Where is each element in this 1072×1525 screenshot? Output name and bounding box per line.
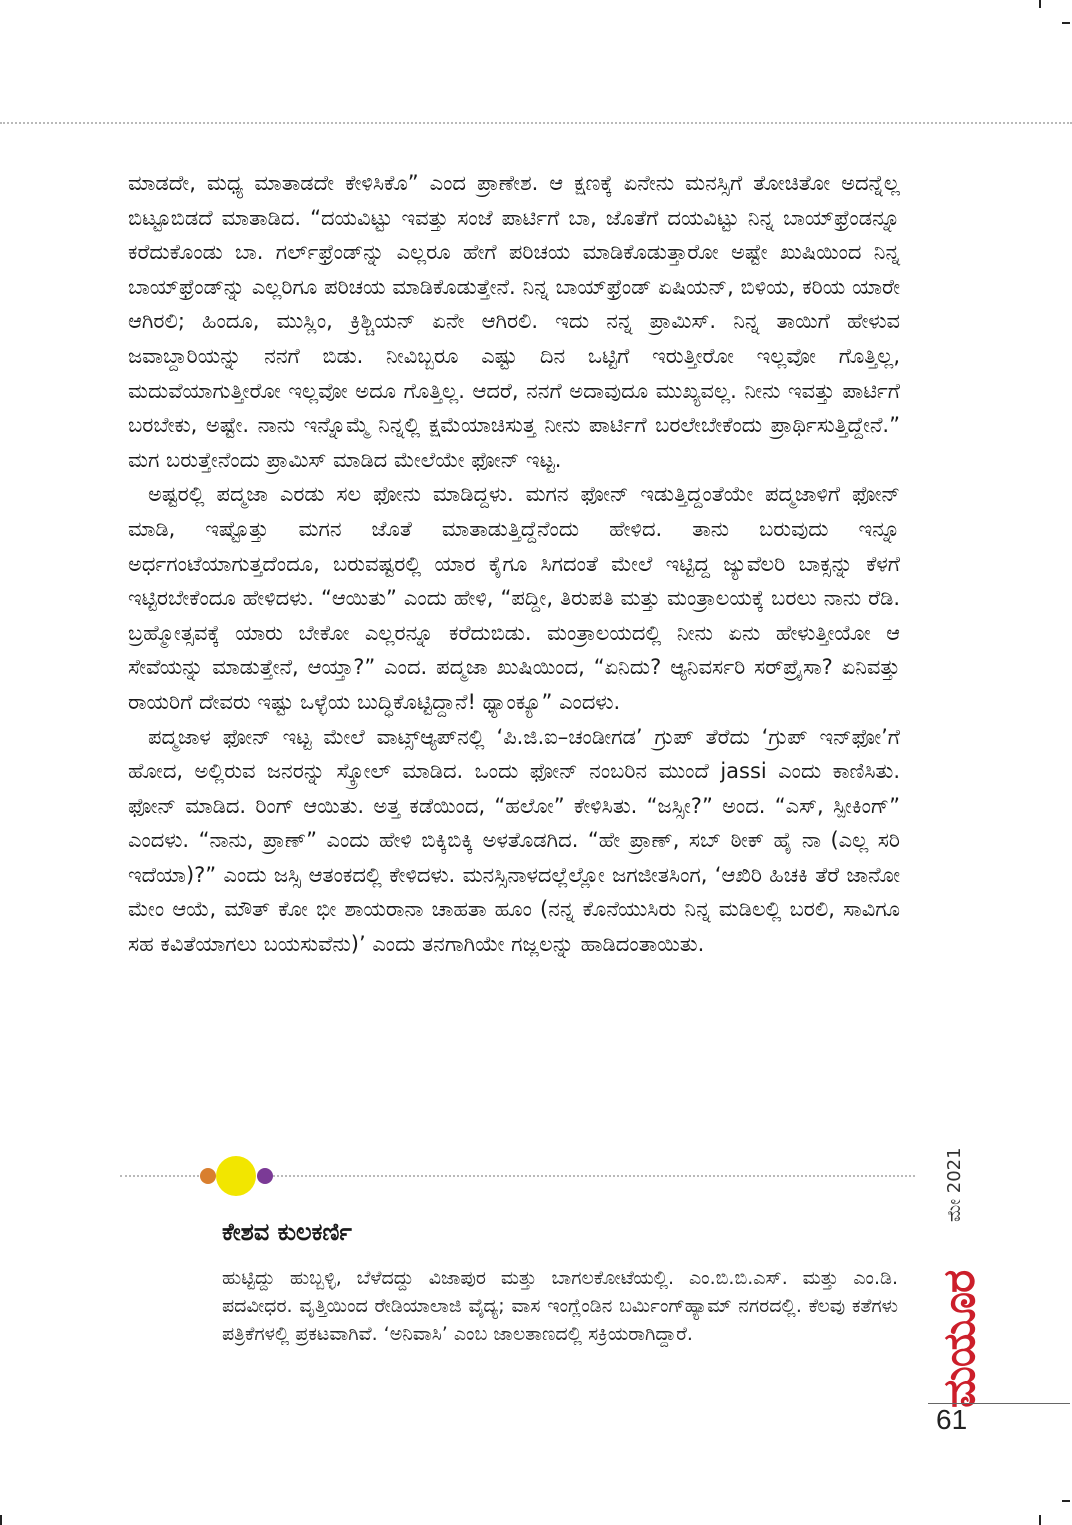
yellow-dot: [216, 1156, 256, 1196]
crop-mark: [1039, 1515, 1041, 1525]
purple-dot: [257, 1168, 273, 1184]
article-paragraph-1: ಮಾಡದೇ, ಮಧ್ಯ ಮಾತಾಡದೇ ಕೇಳಿಸಿಕೊ” ಎಂದ ಪ್ರಾಣೇಶ. ಆ ಕ್ಷಣಕ್ಕೆ ಏನೇನು ಮನಸ್ಸಿಗೆ ತೋಚಿತೋ ಅದನ್ನೆಲ್ಲ ಬಿಟ್ಟೂಬಿಡದೆ ಮಾತಾಡಿದ. “ದಯವಿಟ್ಟು ಇವತ್ತು ಸಂಜೆ ಪಾರ್ಟಿಗೆ ಬಾ, ಜೊತೆಗೆ ದಯವಿಟ್ಟು ನಿನ್ನ ಬಾಯ್‌ಫ್ರೆಂಡನ್ನೂ ಕರೆದುಕೊಂಡು ಬಾ. ಗರ್ಲ್‌ಫ್ರೆಂಡ್‌ನ್ನು ಎಲ್ಲರೂ ಹೇಗೆ ಪರಿಚಯ ಮಾಡಿಕೊಡುತ್ತಾರೋ ಅಷ್ಟೇ ಖುಷಿಯಿಂದ ನಿನ್ನ ಬಾಯ್‌ಫ್ರೆಂಡ್‌ನ್ನು ಎಲ್ಲರಿಗೂ ಪರಿಚಯ ಮಾಡಿಕೊಡುತ್ತೇನೆ. ನಿನ್ನ ಬಾಯ್‌ಫ್ರೆಂಡ್ ಏಷಿಯನ್, ಬಿಳಿಯ, ಕರಿಯ ಯಾರೇ ಆಗಿರಲಿ; ಹಿಂದೂ, ಮುಸ್ಲಿಂ, ಕ್ರಿಶ್ಚಿಯನ್ ಏನೇ ಆಗಿರಲಿ. ಇದು ನನ್ನ ಪ್ರಾಮಿಸ್. ನಿನ್ನ ತಾಯಿಗೆ ಹೇಳುವ ಜವಾಬ್ದಾರಿಯನ್ನು ನನಗೆ ಬಿಡು. ನೀವಿಬ್ಬರೂ ಎಷ್ಟು ದಿನ ಒಟ್ಟಿಗೆ ಇರುತ್ತೀರೋ ಇಲ್ಲವೋ ಗೊತ್ತಿಲ್ಲ, ಮದುವೆಯಾಗುತ್ತೀರೋ ಇಲ್ಲವೋ ಅದೂ ಗೊತ್ತಿಲ್ಲ. ಆದರೆ, ನನಗೆ ಅದಾವುದೂ ಮುಖ್ಯವಲ್ಲ. ನೀನು ಇವತ್ತು ಪಾರ್ಟಿಗೆ ಬರಬೇಕು, ಅಷ್ಟೇ. ನಾನು ಇನ್ನೊಮ್ಮೆ ನಿನ್ನಲ್ಲಿ ಕ್ಷಮೆಯಾಚಿಸುತ್ತ ನೀನು ಪಾರ್ಟಿಗೆ ಬರಲೇಬೇಕೆಂದು ಪ್ರಾರ್ಥಿಸುತ್ತಿದ್ದೇನೆ.” ಮಗ ಬರುತ್ತೇನೆಂದು ಪ್ರಾಮಿಸ್ ಮಾಡಿದ ಮೇಲೆಯೇ ಫೋನ್ ಇಟ್ಟ.: [128, 171, 900, 472]
author-name: ಕೇಶವ ಕುಲಕರ್ಣಿ: [222, 1218, 352, 1246]
magazine-logo: ಮಯೂರ: [934, 1270, 985, 1408]
crop-mark: [1062, 22, 1070, 24]
crop-mark: [1039, 0, 1041, 8]
orange-dot: [200, 1168, 216, 1184]
issue-date: ಮೇ 2021: [944, 1147, 965, 1222]
header-dotted-rule: [0, 122, 1072, 124]
author-bio: ಹುಟ್ಟಿದ್ದು ಹುಬ್ಬಳ್ಳಿ, ಬೆಳೆದದ್ದು ವಿಜಾಪುರ ಮತ್ತು ಬಾಗಲಕೋಟೆಯಲ್ಲಿ. ಎಂ.ಬಿ.ಬಿ.ಎಸ್. ಮತ್ತು ಎಂ.ಡಿ. ಪದವೀಧರ. ವೃತ್ತಿಯಿಂದ ರೇಡಿಯಾಲಾಜಿ ವೈದ್ಯ; ವಾಸ ಇಂಗ್ಲೆಂಡಿನ ಬರ್ಮಿಂಗ್‌ಹ್ಯಾಮ್ ನಗರದಲ್ಲಿ. ಕೆಲವು ಕತೆಗಳು ಪತ್ರಿಕೆಗಳಲ್ಲಿ ಪ್ರಕಟವಾಗಿವೆ. ‘ಅನಿವಾಸಿ’ ಎಂಬ ಜಾಲತಾಣದಲ್ಲಿ ಸಕ್ರಿಯರಾಗಿದ್ದಾರೆ.: [222, 1267, 898, 1345]
article-body: [128, 166, 900, 962]
page-number: 61: [936, 1404, 968, 1435]
article-paragraph-2: ಅಷ್ಟರಲ್ಲಿ ಪದ್ಮಜಾ ಎರಡು ಸಲ ಫೋನು ಮಾಡಿದ್ದಳು. ಮಗನ ಫೋನ್ ಇಡುತ್ತಿದ್ದಂತೆಯೇ ಪದ್ಮಜಾಳಿಗೆ ಫೋನ್ ಮಾಡಿ, ಇಷ್ಟೊತ್ತು ಮಗನ ಜೊತೆ ಮಾತಾಡುತ್ತಿದ್ದೆನೆಂದು ಹೇಳಿದ. ತಾನು ಬರುವುದು ಇನ್ನೂ ಅರ್ಧಗಂಟೆಯಾಗುತ್ತದೆಂದೂ, ಬರುವಷ್ಟರಲ್ಲಿ ಯಾರ ಕೈಗೂ ಸಿಗದಂತೆ ಮೇಲೆ ಇಟ್ಟಿದ್ದ ಜ್ಯುವೆಲರಿ ಬಾಕ್ಸನ್ನು ಕೆಳಗೆ ಇಟ್ಟಿರಬೇಕೆಂದೂ ಹೇಳಿದಳು. “ಆಯಿತು” ಎಂದು ಹೇಳಿ, “ಪದ್ದೀ, ತಿರುಪತಿ ಮತ್ತು ಮಂತ್ರಾಲಯಕ್ಕೆ ಬರಲು ನಾನು ರೆಡಿ. ಬ್ರಹ್ಮೋತ್ಸವಕ್ಕೆ ಯಾರು ಬೇಕೋ ಎಲ್ಲರನ್ನೂ ಕರೆದುಬಿಡು. ಮಂತ್ರಾಲಯದಲ್ಲಿ ನೀನು ಏನು ಹೇಳುತ್ತೀಯೋ ಆ ಸೇವೆಯನ್ನು ಮಾಡುತ್ತೇನೆ, ಆಯ್ತಾ?” ಎಂದ. ಪದ್ಮಜಾ ಖುಷಿಯಿಂದ, “ಏನಿದು? ಆ್ಯನಿವರ್ಸರಿ ಸರ್‌ಪ್ರೈಸಾ? ಏನಿವತ್ತು ರಾಯರಿಗೆ ದೇವರು ಇಷ್ಟು ಒಳ್ಳೆಯ ಬುದ್ಧಿಕೊಟ್ಟಿದ್ದಾನೆ! ಥ್ಯಾಂಕ್ಯೂ” ಎಂದಳು.: [128, 482, 900, 714]
crop-mark: [0, 1515, 2, 1525]
crop-mark: [1062, 1500, 1070, 1502]
article-paragraph-3: ಪದ್ಮಜಾಳ ಫೋನ್ ಇಟ್ಟ ಮೇಲೆ ವಾಟ್ಸ್‌ಆ್ಯಪ್‌ನಲ್ಲಿ ‘ಪಿ.ಜಿ.ಐ–ಚಂಡೀಗಡ’ ಗ್ರುಪ್ ತೆರೆದು ‘ಗ್ರುಪ್ ಇನ್‌ಫೋ’ಗೆ ಹೋದ, ಅಲ್ಲಿರುವ ಜನರನ್ನು ಸ್ಕ್ರೋಲ್ ಮಾಡಿದ. ಒಂದು ಫೋನ್ ನಂಬರಿನ ಮುಂದೆ jassi ಎಂದು ಕಾಣಿಸಿತು. ಫೋನ್ ಮಾಡಿದ. ರಿಂಗ್ ಆಯಿತು. ಅತ್ತ ಕಡೆಯಿಂದ, “ಹಲೋ” ಕೇಳಿಸಿತು. “ಜಸ್ಸೀ?” ಅಂದ. “ಎಸ್, ಸ್ಪೀಕಿಂಗ್” ಎಂದಳು. “ನಾನು, ಪ್ರಾಣ್” ಎಂದು ಹೇಳಿ ಬಿಕ್ಕಿಬಿಕ್ಕಿ ಅಳತೊಡಗಿದ. “ಹೇ ಪ್ರಾಣ್, ಸಬ್ ಠೀಕ್ ಹೈ ನಾ (ಎಲ್ಲ ಸರಿ ಇದೆಯಾ)?” ಎಂದು ಜಸ್ಸಿ ಆತಂಕದಲ್ಲಿ ಕೇಳಿದಳು. ಮನಸ್ಸಿನಾಳದಲ್ಲೆಲ್ಲೋ ಜಗಜೀತಸಿಂಗ, ‘ಆಖಿರಿ ಹಿಚಕಿ ತೆರೆ ಜಾನೋ ಮೇಂ ಆಯೆ, ಮೌತ್ ಕೋ ಭೀ ಶಾಯರಾನಾ ಚಾಹತಾ ಹೂಂ (ನನ್ನ ಕೊನೆಯುಸಿರು ನಿನ್ನ ಮಡಿಲಲ್ಲಿ ಬರಲಿ, ಸಾವಿಗೂ ಸಹ ಕವಿತೆಯಾಗಲು ಬಯಸುವೆನು)’ ಎಂದು ತನಗಾಗಿಯೇ ಗಜ್ಲಲನ್ನು ಹಾಡಿದಂತಾಯಿತು.: [128, 724, 900, 957]
